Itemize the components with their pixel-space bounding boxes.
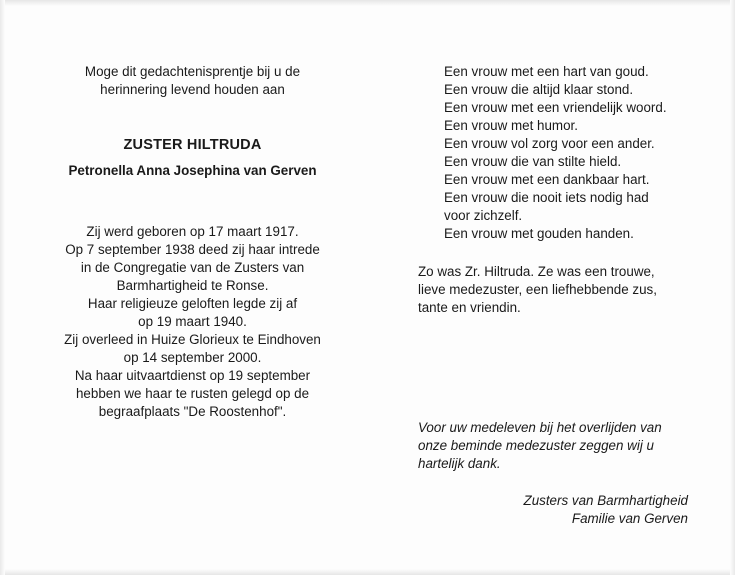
thanks-line: onze beminde medezuster zeggen wij u	[418, 438, 654, 453]
intro-line: herinnering levend houden aan	[100, 82, 285, 97]
signoff-line: Familie van Gerven	[571, 511, 688, 526]
signoff	[418, 492, 688, 528]
poem-line: Een vrouw die nooit iets nodig had	[444, 190, 649, 205]
biography-line: begraafplaats "De Roostenhof".	[98, 404, 287, 419]
poem-line: Een vrouw met een hart van goud.	[444, 64, 649, 79]
sister-name-title: ZUSTER HILTRUDA	[123, 137, 262, 153]
tribute-text	[418, 263, 703, 317]
full-name: Petronella Anna Josephina van Gerven	[68, 163, 317, 178]
signoff-line: Zusters van Barmhartigheid	[523, 493, 688, 508]
biography-line: op 19 maart 1940.	[138, 314, 247, 329]
biography-line: Na haar uitvaartdienst op 19 september	[74, 368, 311, 383]
thanks-line: Voor uw medeleven bij het overlijden van	[418, 420, 662, 435]
card-edge-top	[0, 0, 735, 6]
poem-line: Een vrouw met gouden handen.	[444, 226, 634, 241]
poem-line: Een vrouw met een dankbaar hart.	[444, 172, 650, 187]
thanks-line: hartelijk dank.	[418, 456, 501, 471]
biography-line: op 14 september 2000.	[123, 350, 262, 365]
poem-line: Een vrouw vol zorg voor een ander.	[444, 136, 655, 151]
biography-line: Zij werd geboren op 17 maart 1917.	[86, 224, 299, 239]
poem-line: Een vrouw met een vriendelijk woord.	[444, 100, 667, 115]
biography-line: in de Congregatie van de Zusters van	[80, 260, 305, 275]
poem-line: Een vrouw met humor.	[444, 118, 578, 133]
poem-line: voor zichzelf.	[444, 208, 523, 223]
biography-line: Zij overleed in Huize Glorieux te Eindhoven	[64, 332, 321, 347]
biography-line: hebben we haar te rusten gelegd op de	[75, 386, 310, 401]
poem-line: Een vrouw die altijd klaar stond.	[444, 82, 634, 97]
thanks-text	[418, 419, 703, 473]
tribute-line: Zo was Zr. Hiltruda. Ze was een trouwe,	[418, 264, 655, 279]
poem	[444, 63, 704, 243]
card-edge-right	[730, 0, 735, 575]
card-edge-bottom	[0, 569, 735, 575]
biography-line: Barmhartigheid te Ronse.	[116, 278, 269, 293]
poem-line: Een vrouw die van stilte hield.	[444, 154, 622, 169]
biography-line: Op 7 september 1938 deed zij haar intrede	[65, 242, 320, 257]
intro-text	[20, 63, 365, 99]
intro-line: Moge dit gedachtenisprentje bij u de	[84, 64, 301, 79]
tribute-line: lieve medezuster, een liefhebbende zus,	[418, 282, 657, 297]
biography-line: Haar religieuze geloften legde zij af	[87, 296, 298, 311]
tribute-line: tante en vriendin.	[418, 300, 521, 315]
biography	[20, 223, 365, 421]
card-edge-left	[0, 0, 5, 575]
